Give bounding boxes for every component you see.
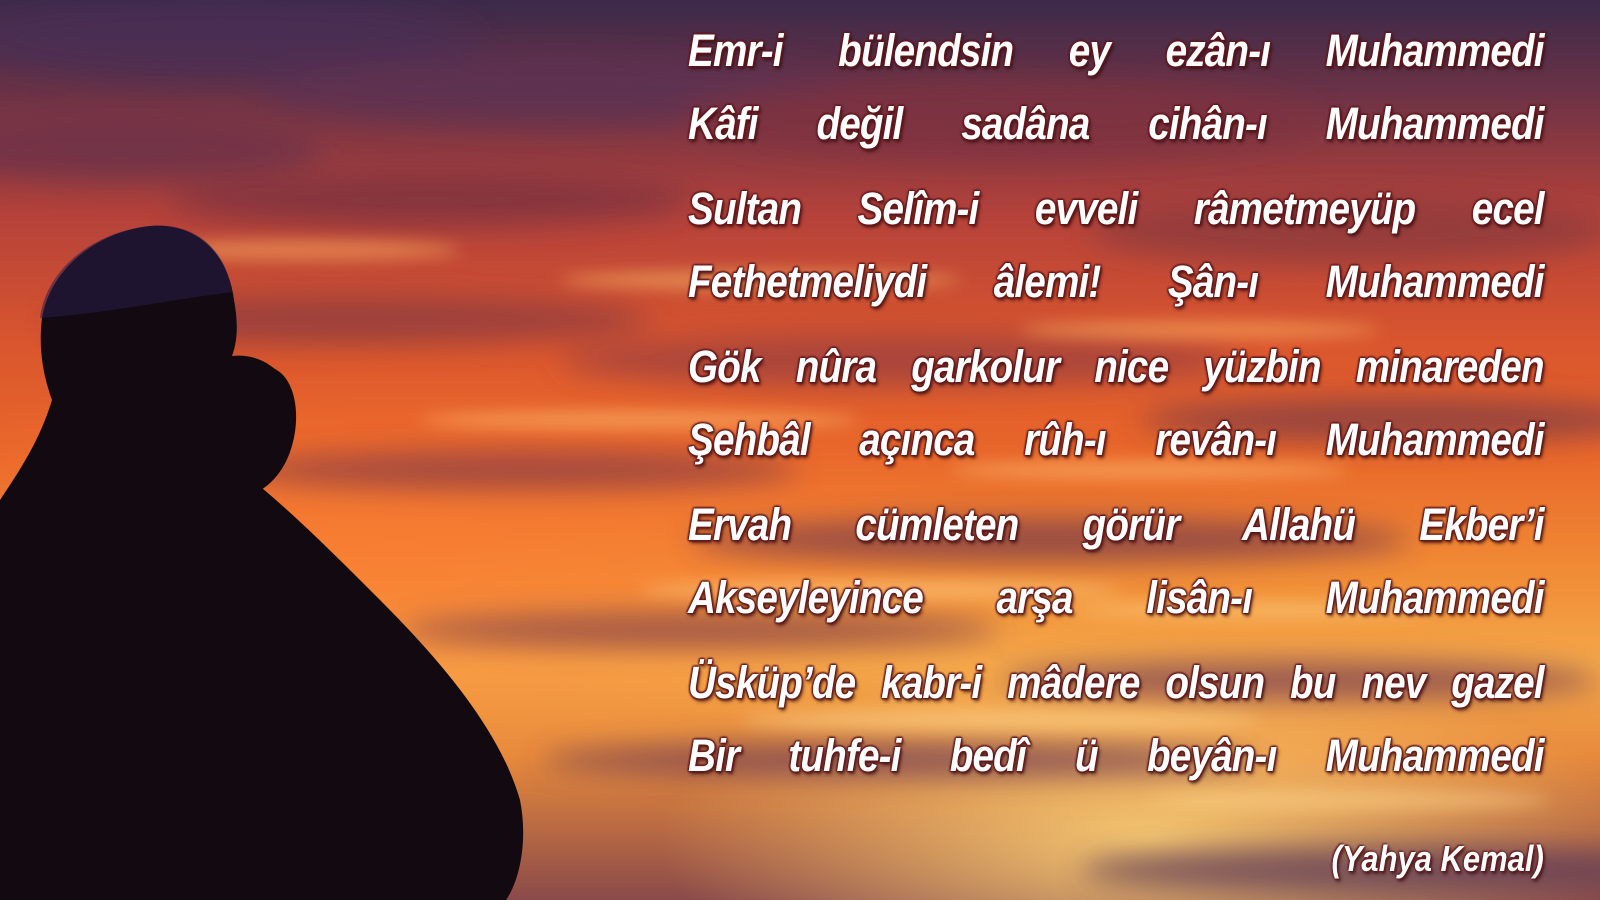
poem-line: Şehbâl açınca rûh-ı revân-ı Muhammedi (688, 414, 1544, 465)
poem-line: Kâfi değil sadâna cihân-ı Muhammedi (688, 98, 1544, 149)
stanza-5 (688, 646, 1544, 792)
poem-line: Gök nûra garkolur nice yüzbin minareden (688, 341, 1544, 392)
poem-line: Akseyleyince arşa lisân-ı Muhammedi (688, 572, 1544, 623)
poem-line: Sultan Selîm-i evveli râmetmeyüp ecel (688, 183, 1544, 234)
stanza-4 (688, 488, 1544, 634)
poem-line: Fethetmeliydi âlemi! Şân-ı Muhammedi (688, 256, 1544, 307)
poem-line: Ervah cümleten görür Allahü Ekber’i (688, 499, 1544, 550)
stanza-1 (688, 14, 1544, 160)
poem-line: Bir tuhfe-i bedî ü beyân-ı Muhammedi (688, 730, 1544, 781)
poem-author: (Yahya Kemal) (1331, 838, 1544, 879)
poem-line: Emr-i bülendsin ey ezân-ı Muhammedi (688, 25, 1544, 76)
poem-line: Üsküp’de kabr-i mâdere olsun bu nev gazel (688, 657, 1544, 708)
stanza-2 (688, 172, 1544, 318)
poem-text (688, 14, 1544, 804)
stanza-3 (688, 330, 1544, 476)
